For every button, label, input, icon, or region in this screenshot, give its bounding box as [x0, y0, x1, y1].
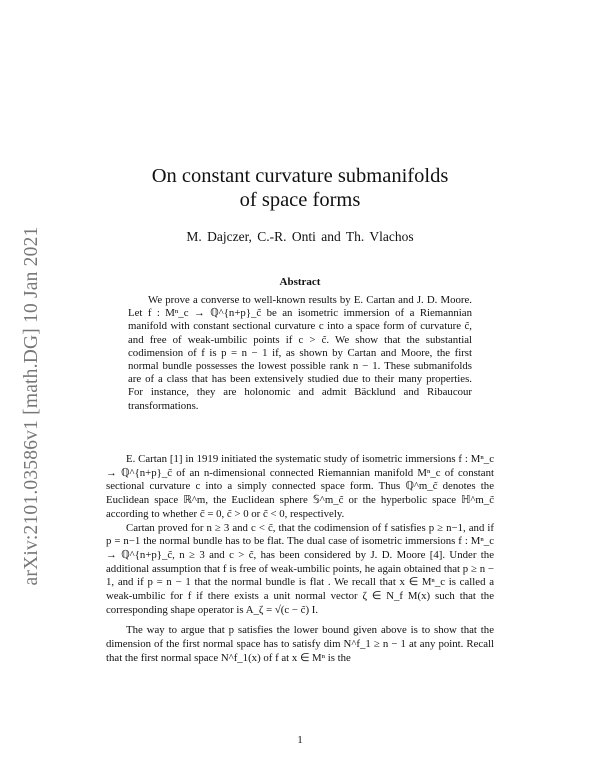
abstract-text: We prove a converse to well-known results by E. Cartan and J. D. Moore. Let f : Mⁿ_c → ℚ^{n+p}_c̃ be an isometric immersion of a Riemannian manifold with constant sectional curvature c into a space form of curvature c̃, and free of weak-umbilic points if c > c̃. We show that the substantial codimension of f is p = n − 1 if, as shown by Cartan and Moore, the first normal bundle possesses the lowest possible rank n − 1. These submanifolds are of a class that has been extensively studied due to their many properties. For instance, they are holonomic and admit Bäcklund and Ribaucour transformations.: [128, 294, 472, 412]
paper-title: [100, 164, 500, 212]
paragraph-3: The way to argue that p satisfies the lower bound given above is to show that the dimension of the first normal space has to satisfy dim N^f_1 ≥ n − 1 at any point. Recall that the first normal space N^f_1(x) of f at x ∈ Mⁿ is the: [106, 624, 494, 664]
body-text: [106, 453, 494, 666]
abstract: [128, 294, 472, 413]
paragraph-1: E. Cartan [1] in 1919 initiated the systematic study of isometric immersions f : Mⁿ_c → ℚ^{n+p}_c̃ of an n-dimensional connected Riemannian manifold Mⁿ_c of constant sectional curvature c into a simply connected space form. Thus ℚ^m_c̃ denotes the Euclidean space ℝ^m, the Euclidean sphere 𝕊^m_c̃ or the hyperbolic space ℍ^m_c̃ according to whether c̃ = 0, c̃ > 0 or c̃ < 0, respectively.: [106, 453, 494, 520]
page-number: 1: [297, 734, 303, 746]
abstract-heading: Abstract: [279, 276, 321, 288]
authors: M. Dajczer, C.-R. Onti and Th. Vlachos: [186, 229, 414, 244]
title-line-1: On constant curvature submanifolds: [151, 165, 449, 187]
paragraph-2: Cartan proved for n ≥ 3 and c < c̃, that the codimension of f satisfies p ≥ n−1, and if p = n−1 the normal bundle has to be flat. The dual case of isometric immersions f : Mⁿ_c → ℚ^{n+p}_c̃, n ≥ 3 and c > c̃, has been considered by J. D. Moore [4]. Under the additional assumption that f is free of weak-umbilic points, he again obtained that p ≥ n − 1, and if p = n − 1 that the normal bundle is flat . We recall that x ∈ Mⁿ_c is called a weak-umbilic for f if there exists a unit normal vector ζ ∈ N_f M(x) such that the corresponding shape operator is A_ζ = √(c − c̃) I.: [106, 521, 494, 616]
title-line-2: of space forms: [239, 189, 361, 211]
arxiv-side-stamp: arXiv:2101.03586v1 [math.DG] 10 Jan 2021: [21, 226, 42, 586]
